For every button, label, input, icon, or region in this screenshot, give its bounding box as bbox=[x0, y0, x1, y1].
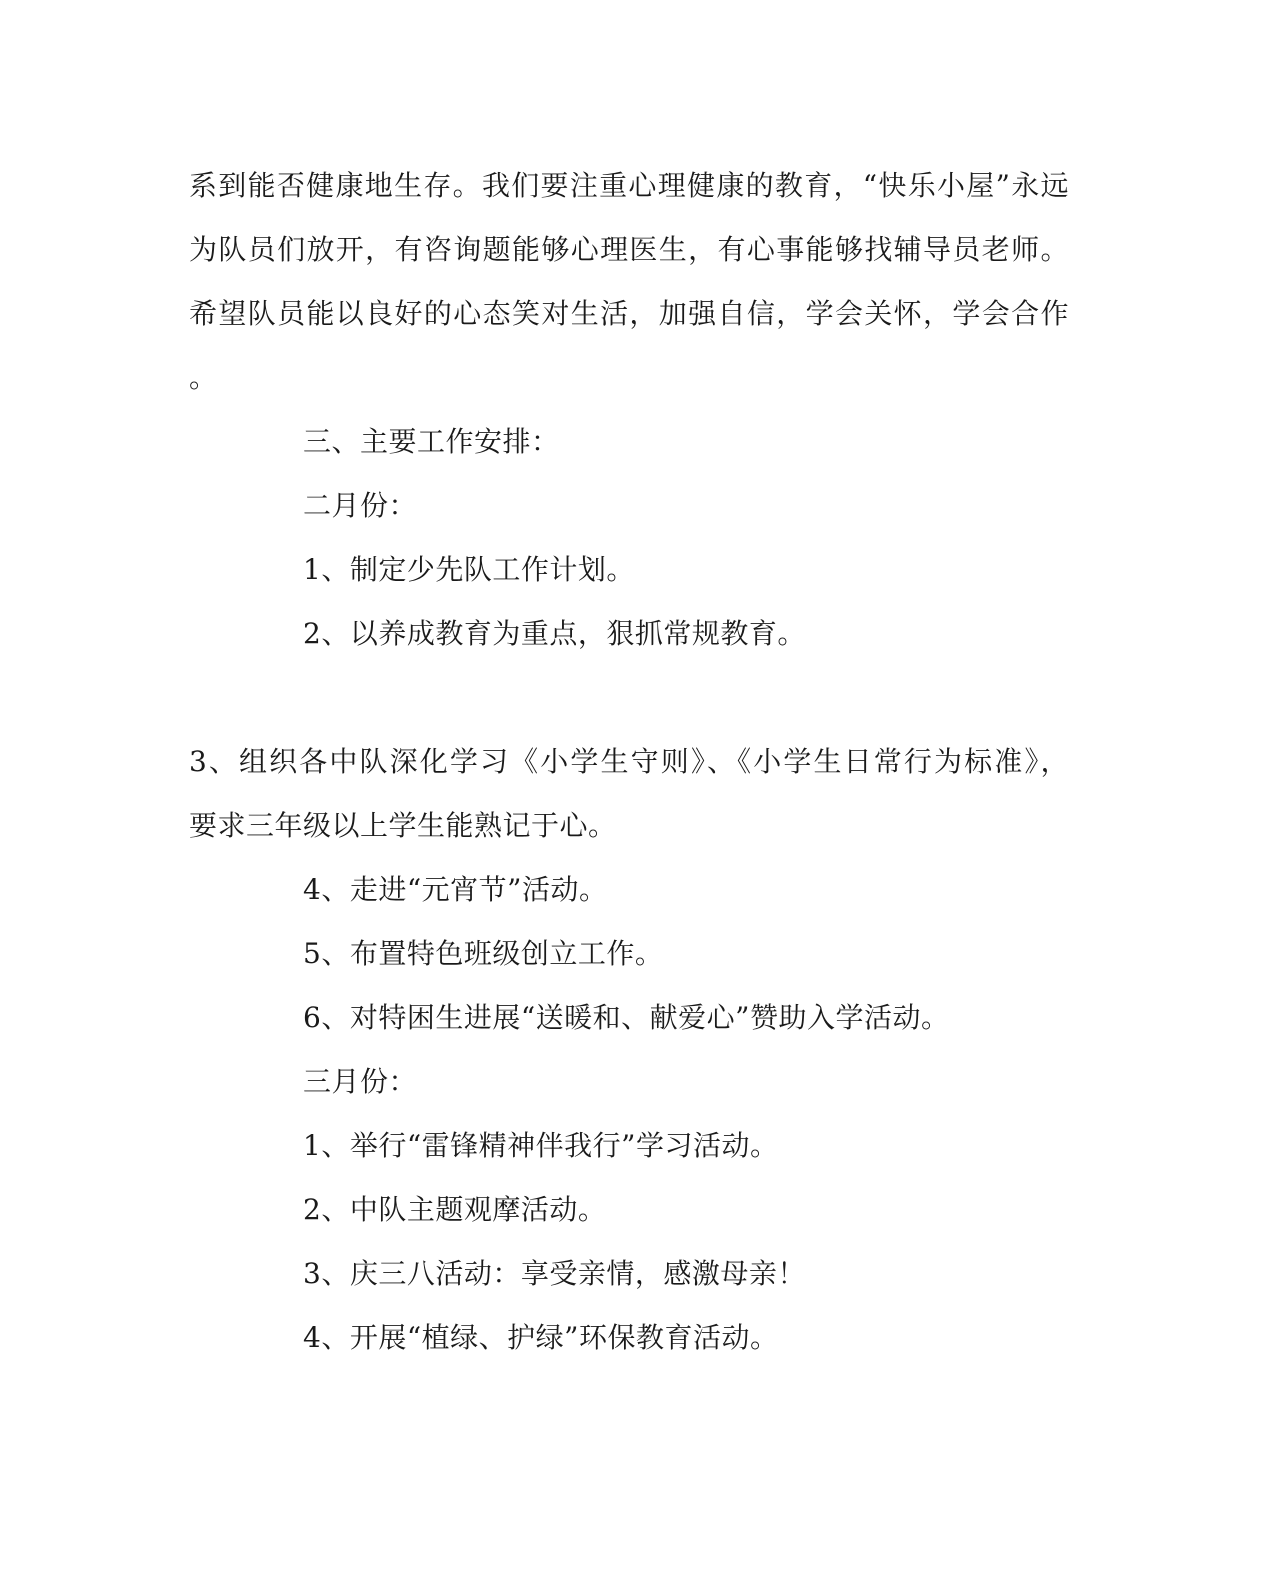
list-item: 2、中队主题观摩活动。 bbox=[303, 1193, 607, 1226]
section-heading: 三、主要工作安排： bbox=[303, 425, 560, 458]
list-item: 6、对特困生进展“送暖和、献爱心”赞助入学活动。 bbox=[303, 1001, 950, 1034]
month-heading: 三月份： bbox=[303, 1065, 418, 1098]
list-item: 5、布置特色班级创立工作。 bbox=[303, 937, 664, 970]
list-item: 1、制定少先队工作计划。 bbox=[303, 553, 635, 586]
month-heading: 二月份： bbox=[303, 489, 418, 522]
paragraph-line: 希望队员能以良好的心态笑对生活，加强自信，学会关怀，学会合作 bbox=[189, 297, 1069, 330]
list-item: 1、举行“雷锋精神伴我行”学习活动。 bbox=[303, 1129, 779, 1162]
list-item: 4、开展“植绿、护绿”环保教育活动。 bbox=[303, 1321, 779, 1354]
paragraph-line: 系到能否健康地生存。我们要注重心理健康的教育，“快乐小屋”永远 bbox=[189, 169, 1069, 202]
list-item: 2、以养成教育为重点，狠抓常规教育。 bbox=[303, 617, 806, 650]
paragraph-line: 为队员们放开，有咨询题能够心理医生，有心事能够找辅导员老师。 bbox=[189, 233, 1069, 266]
list-item: 3、组织各中队深化学习《小学生守则》、《小学生日常行为标准》， bbox=[189, 745, 1069, 778]
list-item-continuation: 要求三年级以上学生能熟记于心。 bbox=[189, 809, 617, 842]
paragraph-line: 。 bbox=[189, 361, 218, 394]
list-item: 4、走进“元宵节”活动。 bbox=[303, 873, 608, 906]
list-item: 3、庆三八活动：享受亲情，感激母亲！ bbox=[303, 1257, 806, 1290]
